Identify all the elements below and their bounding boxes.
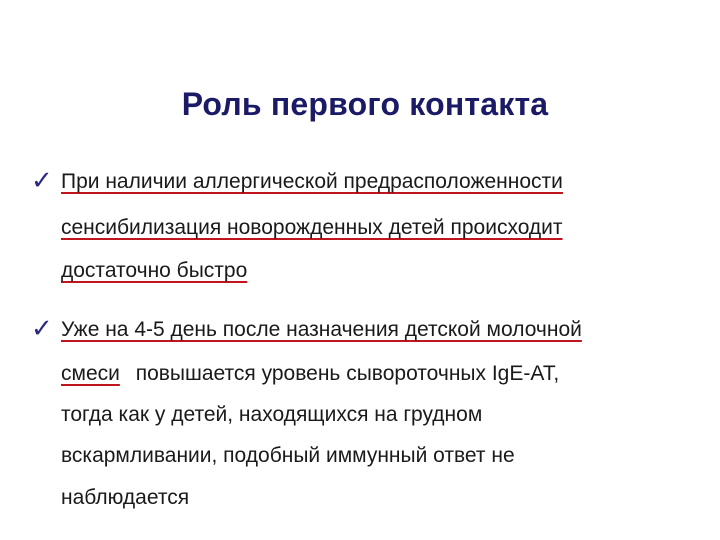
bullet-2-line-5: наблюдается — [61, 486, 190, 509]
bullet-2-line-1: Уже на 4-5 день после назначения детской молочной — [61, 318, 582, 341]
bullet-2-line-2 — [61, 362, 559, 386]
checkmark-icon: ✓ — [31, 314, 53, 344]
slide-title: Роль первого контакта — [181, 86, 549, 122]
bullet-1-line-1: При наличии аллергической предрасположенности — [61, 170, 563, 193]
checkmark-icon: ✓ — [31, 166, 53, 196]
bullet-2-underlined-word: смеси — [61, 362, 120, 385]
bullet-2-line-3: тогда как у детей, находящихся на грудном — [61, 403, 483, 426]
bullet-1-line-3: достаточно быстро — [61, 259, 248, 282]
bullet-1-line-2: сенсибилизация новорожденных детей происходит — [61, 216, 563, 239]
bullet-2-line-2-end: E-AT, — [509, 362, 560, 385]
bullet-2-line-4: вскармливании, подобный иммунный ответ не — [61, 444, 515, 467]
bullet-2-line-2-rest: повышается уровень сывороточных Ig — [135, 362, 510, 385]
